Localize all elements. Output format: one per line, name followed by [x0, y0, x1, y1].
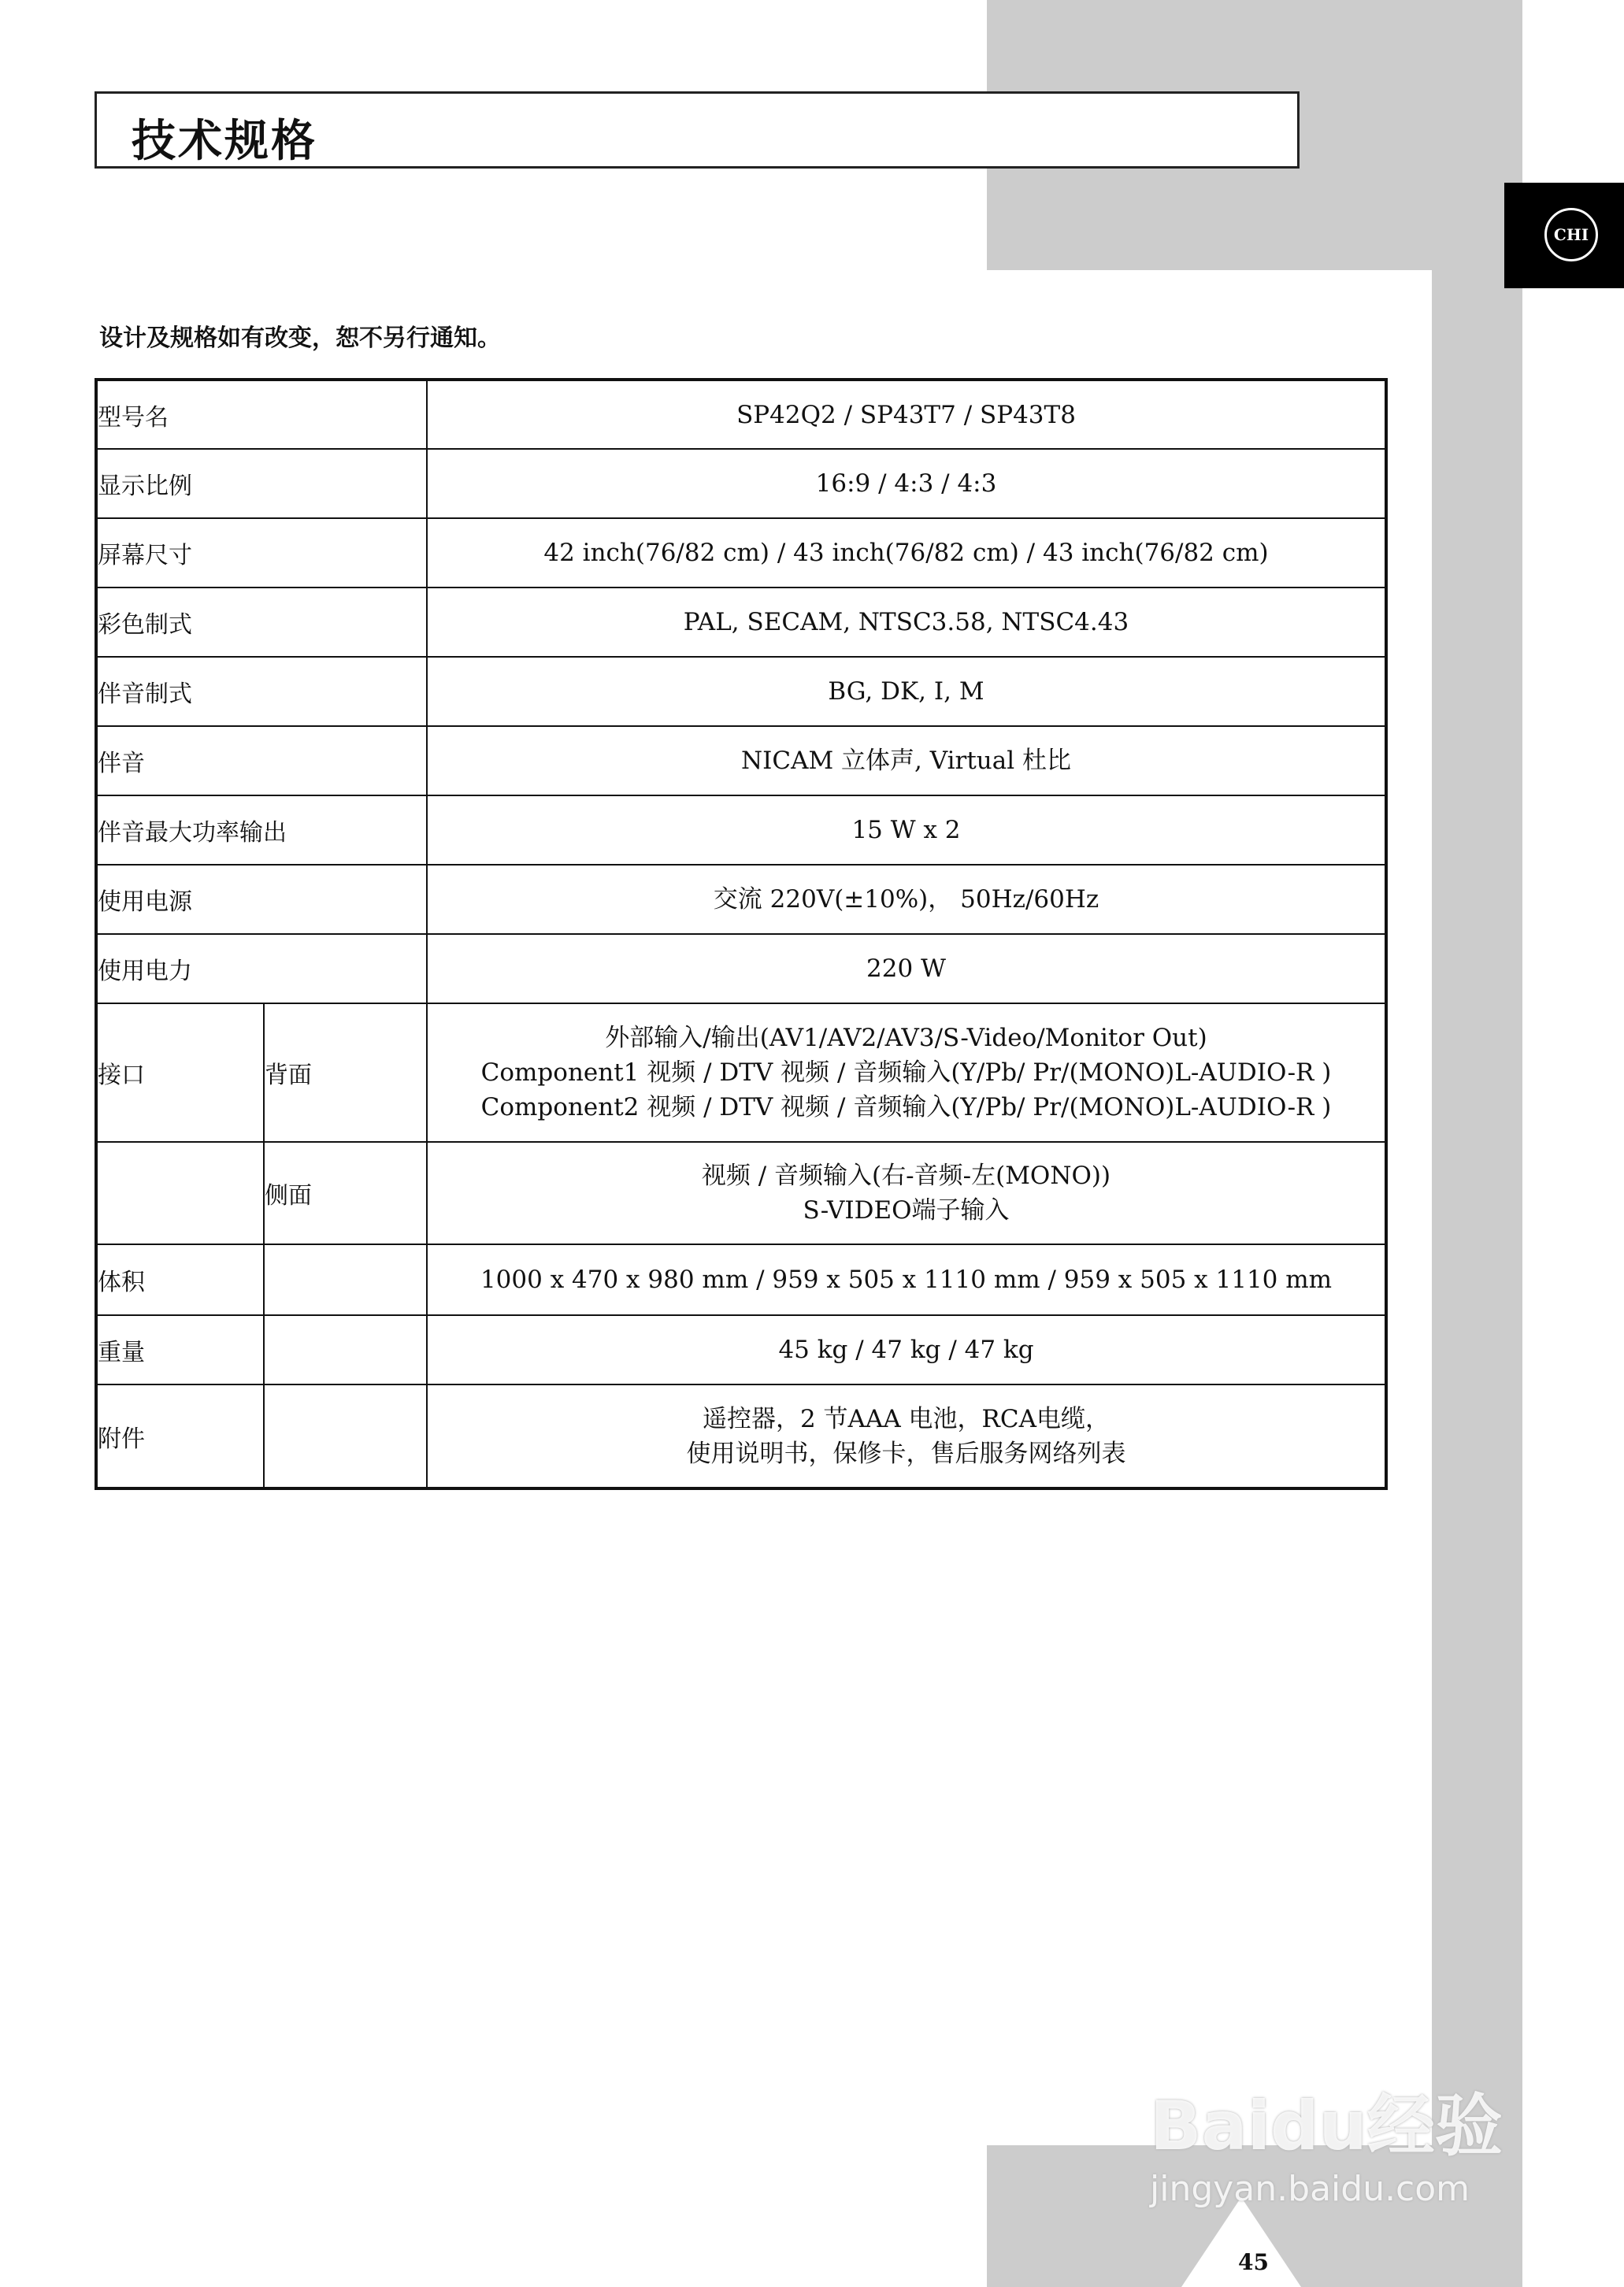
table-row [96, 518, 1386, 588]
watermark-brand: Baidu经验 [1150, 2087, 1503, 2166]
table-row [96, 380, 1386, 449]
row-value: NICAM 立体声, Virtual 杜比 [427, 726, 1386, 795]
row-value: 15 W x 2 [427, 795, 1386, 865]
row-value: 42 inch(76/82 cm) / 43 inch(76/82 cm) / 43 inch(76/82 cm) [427, 518, 1386, 588]
gray-side-band [1432, 270, 1522, 2287]
value-line: 视频 / 音频输入(右-音频-左(MONO)) [701, 1162, 1111, 1190]
table-row [96, 1384, 1386, 1488]
table-row [96, 795, 1386, 865]
row-sublabel-empty [264, 1315, 427, 1384]
row-value: BG, DK, I, M [427, 657, 1386, 726]
row-label: 显示比例 [96, 449, 427, 518]
row-value [427, 1142, 1386, 1244]
value-line: 使用说明书，保修卡，售后服务网络列表 [686, 1439, 1126, 1468]
row-label: 伴音制式 [96, 657, 427, 726]
row-value [427, 1003, 1386, 1142]
row-label: 型号名 [96, 380, 427, 449]
row-value [427, 1384, 1386, 1488]
row-label: 重量 [96, 1315, 264, 1384]
value-line: 遥控器，2 节AAA 电池，RCA电缆， [702, 1404, 1110, 1433]
value-line: Component1 视频 / DTV 视频 / 音频输入(Y/Pb/ Pr/(MONO)L-AUDIO-R ) [480, 1058, 1332, 1087]
table-row [96, 1244, 1386, 1315]
spec-table [95, 378, 1388, 1490]
row-value: 16:9 / 4:3 / 4:3 [427, 449, 1386, 518]
language-badge: CHI [1544, 208, 1598, 261]
page-number: 45 [1238, 2249, 1269, 2275]
row-value: SP42Q2 / SP43T7 / SP43T8 [427, 380, 1386, 449]
value-line: S-VIDEO端子输入 [803, 1196, 1010, 1225]
row-sublabel: 侧面 [264, 1142, 427, 1244]
table-row [96, 1315, 1386, 1384]
row-sublabel-empty [264, 1384, 427, 1488]
table-row [96, 449, 1386, 518]
row-label: 伴音 [96, 726, 427, 795]
table-row [96, 588, 1386, 657]
row-label: 使用电源 [96, 865, 427, 934]
table-row [96, 934, 1386, 1003]
page-title: 技术规格 [132, 116, 317, 167]
title-box [95, 91, 1300, 169]
row-label: 伴音最大功率输出 [96, 795, 427, 865]
watermark-url: jingyan.baidu.com [1150, 2169, 1470, 2209]
row-sublabel-empty [264, 1244, 427, 1315]
value-line: 外部输入/输出(AV1/AV2/AV3/S-Video/Monitor Out) [605, 1024, 1207, 1052]
row-label: 体积 [96, 1244, 264, 1315]
value-line: Component2 视频 / DTV 视频 / 音频输入(Y/Pb/ Pr/(MONO)L-AUDIO-R ) [480, 1093, 1332, 1121]
row-label: 接口 [96, 1003, 264, 1142]
row-label: 屏幕尺寸 [96, 518, 427, 588]
table-row [96, 1003, 1386, 1142]
row-sublabel: 背面 [264, 1003, 427, 1142]
row-value: 220 W [427, 934, 1386, 1003]
row-value: 交流 220V(±10%)， 50Hz/60Hz [427, 865, 1386, 934]
baidu-watermark [1150, 2071, 1503, 2209]
table-row [96, 657, 1386, 726]
table-row [96, 1142, 1386, 1244]
table-row [96, 726, 1386, 795]
row-label: 使用电力 [96, 934, 427, 1003]
notice-text: 设计及规格如有改变，恕不另行通知。 [99, 324, 501, 352]
row-value: 1000 x 470 x 980 mm / 959 x 505 x 1110 mm / 959 x 505 x 1110 mm [427, 1244, 1386, 1315]
row-label-empty [96, 1142, 264, 1244]
row-label: 彩色制式 [96, 588, 427, 657]
row-label: 附件 [96, 1384, 264, 1488]
table-row [96, 865, 1386, 934]
row-value: PAL, SECAM, NTSC3.58, NTSC4.43 [427, 588, 1386, 657]
row-value: 45 kg / 47 kg / 47 kg [427, 1315, 1386, 1384]
